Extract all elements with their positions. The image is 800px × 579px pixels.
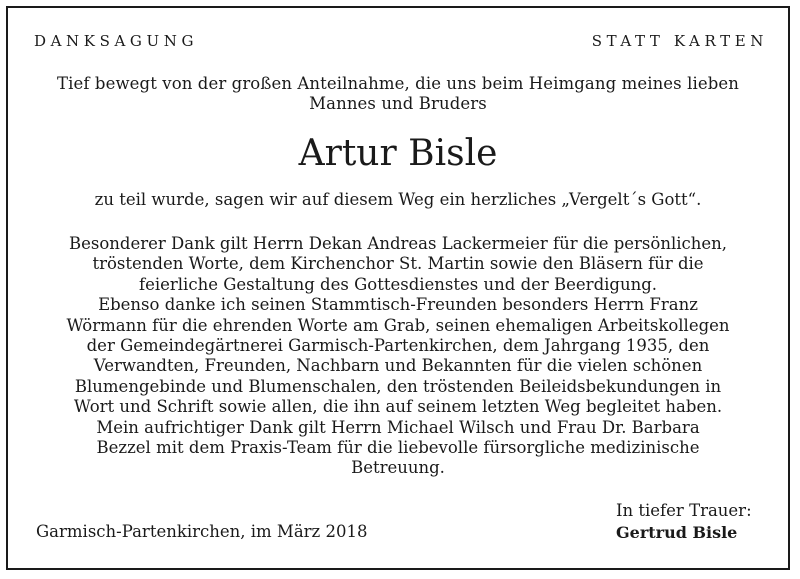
header-danksagung: DANKSAGUNG <box>34 32 199 50</box>
header-row <box>34 32 768 56</box>
body-line: Blumengebinde und Blumenschalen, den tröstenden Beileidsbekundungen in <box>74 376 722 396</box>
body-line: Besonderer Dank gilt Herrn Dekan Andreas Lackermeier für die persönlichen, <box>68 234 728 253</box>
deceased-name: Artur Bisle <box>298 133 498 174</box>
intro-text <box>18 74 778 114</box>
intro-line-2: Mannes und Bruders <box>309 94 487 113</box>
body-line: feierliche Gestaltung des Gottesdienstes und der Beerdigung. <box>138 274 658 294</box>
body-line: Mein aufrichtiger Dank gilt Herrn Michael Wilsch und Frau Dr. Barbara <box>96 417 700 437</box>
body-line: tröstenden Worte, dem Kirchenchor St. Martin sowie den Bläsern für die <box>92 254 704 274</box>
signer-name: Gertrud Bisle <box>616 523 738 542</box>
place-date: Garmisch-Partenkirchen, im März 2018 <box>36 522 368 541</box>
body-line: Betreuung. <box>351 458 445 478</box>
body-line: Wörmann für die ehrenden Worte am Grab, seinen ehemaligen Arbeitskollegen <box>66 315 730 335</box>
signature-block <box>616 500 752 544</box>
body-line: der Gemeindegärtnerei Garmisch-Partenkirchen, dem Jahrgang 1935, den <box>86 336 710 356</box>
signature-label: In tiefer Trauer: <box>616 501 752 520</box>
intro-line-1: Tief bewegt von der großen Anteilnahme, die uns beim Heimgang meines lieben <box>57 74 739 93</box>
body-line: Verwandten, Freunden, Nachbarn und Bekannten für die vielen schönen <box>93 356 703 376</box>
thanks-line: zu teil wurde, sagen wir auf diesem Weg ein herzliches „Vergelt´s Gott“. <box>94 190 702 209</box>
body-line: Ebenso danke ich seinen Stammtisch-Freunden besonders Herrn Franz <box>98 295 698 315</box>
header-statt-karten: STATT KARTEN <box>591 32 768 50</box>
notice-frame <box>6 6 790 570</box>
body-line: Wort und Schrift sowie allen, die ihn auf seinem letzten Weg begleitet haben. <box>73 397 723 417</box>
body-text <box>24 234 772 479</box>
body-line: Bezzel mit dem Praxis-Team für die liebevolle fürsorgliche medizinische <box>96 438 700 458</box>
